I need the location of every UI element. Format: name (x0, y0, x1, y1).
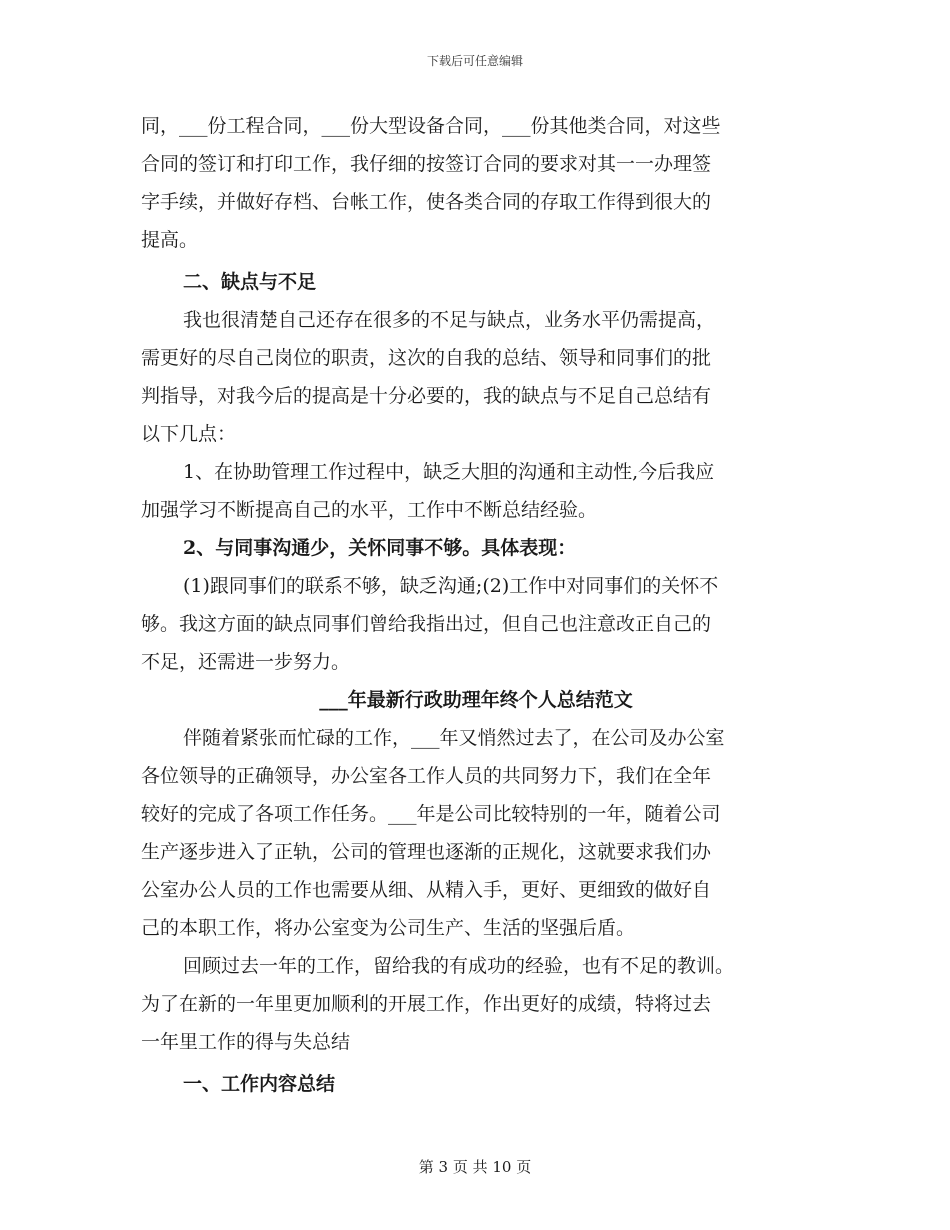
section-heading-shortcomings: 二、缺点与不足 (183, 271, 317, 293)
body-line: 判指导，对我今后的提高是十分必要的，我的缺点与不足自己总结有 (141, 385, 712, 407)
body-line: 一年里工作的得与失总结 (141, 1031, 351, 1053)
list-item-2-heading: 2、与同事沟通少，关怀同事不够。具体表现： (183, 537, 577, 559)
body-line: 回顾过去一年的工作，留给我的有成功的经验，也有不足的教训。 (183, 955, 735, 977)
body-line: 伴随着紧张而忙碌的工作，___年又悄然过去了，在公司及办公室 (183, 727, 725, 749)
body-line: 各位领导的正确领导，办公室各工作人员的共同努力下，我们在全年 (141, 765, 712, 787)
body-line: 够。我这方面的缺点同事们曾给我指出过，但自己也注意改正自己的 (141, 613, 712, 635)
body-line: 公室办公人员的工作也需要从细、从精入手，更好、更细致的做好自 (141, 879, 712, 901)
body-line: (1)跟同事们的联系不够，缺乏沟通;(2)工作中对同事们的关怀不 (183, 575, 719, 597)
body-line: 为了在新的一年里更加顺利的开展工作，作出更好的成绩，特将过去 (141, 993, 712, 1015)
page-footer: 第 3 页 共 10 页 (418, 1158, 532, 1176)
list-item-1: 1、在协助管理工作过程中，缺乏大胆的沟通和主动性,今后我应 (183, 461, 715, 483)
document-body (141, 107, 811, 1103)
body-line: 生产逐步进入了正轨，公司的管理也逐渐的正规化，这就要求我们办 (141, 841, 712, 863)
header-note: 下载后可任意编辑 (426, 54, 523, 68)
body-line: 字手续，并做好存档、台帐工作，使各类合同的存取工作得到很大的 (141, 191, 712, 213)
body-line: 需更好的尽自己岗位的职责，这次的自我的总结、领导和同事们的批 (141, 347, 712, 369)
body-line: 合同的签订和打印工作，我仔细的按签订合同的要求对其一一办理签 (141, 153, 712, 175)
body-line: 不足，还需进一步努力。 (141, 651, 351, 673)
body-line: 提高。 (141, 229, 199, 251)
body-line: 己的本职工作，将办公室变为公司生产、生活的坚强后盾。 (141, 917, 636, 939)
body-line: 较好的完成了各项工作任务。___年是公司比较特别的一年，随着公司 (141, 803, 721, 825)
section-heading-work-summary: 一、工作内容总结 (183, 1073, 336, 1095)
body-line: 以下几点： (141, 423, 237, 445)
body-line: 我也很清楚自己还存在很多的不足与缺点，业务水平仍需提高， (183, 309, 716, 331)
body-line: 加强学习不断提高自己的水平，工作中不断总结经验。 (141, 499, 598, 521)
body-line: 同，___份工程合同，___份大型设备合同，___份其他类合同，对这些 (141, 115, 721, 137)
article-title: ___年最新行政助理年终个人总结范文 (319, 689, 633, 711)
